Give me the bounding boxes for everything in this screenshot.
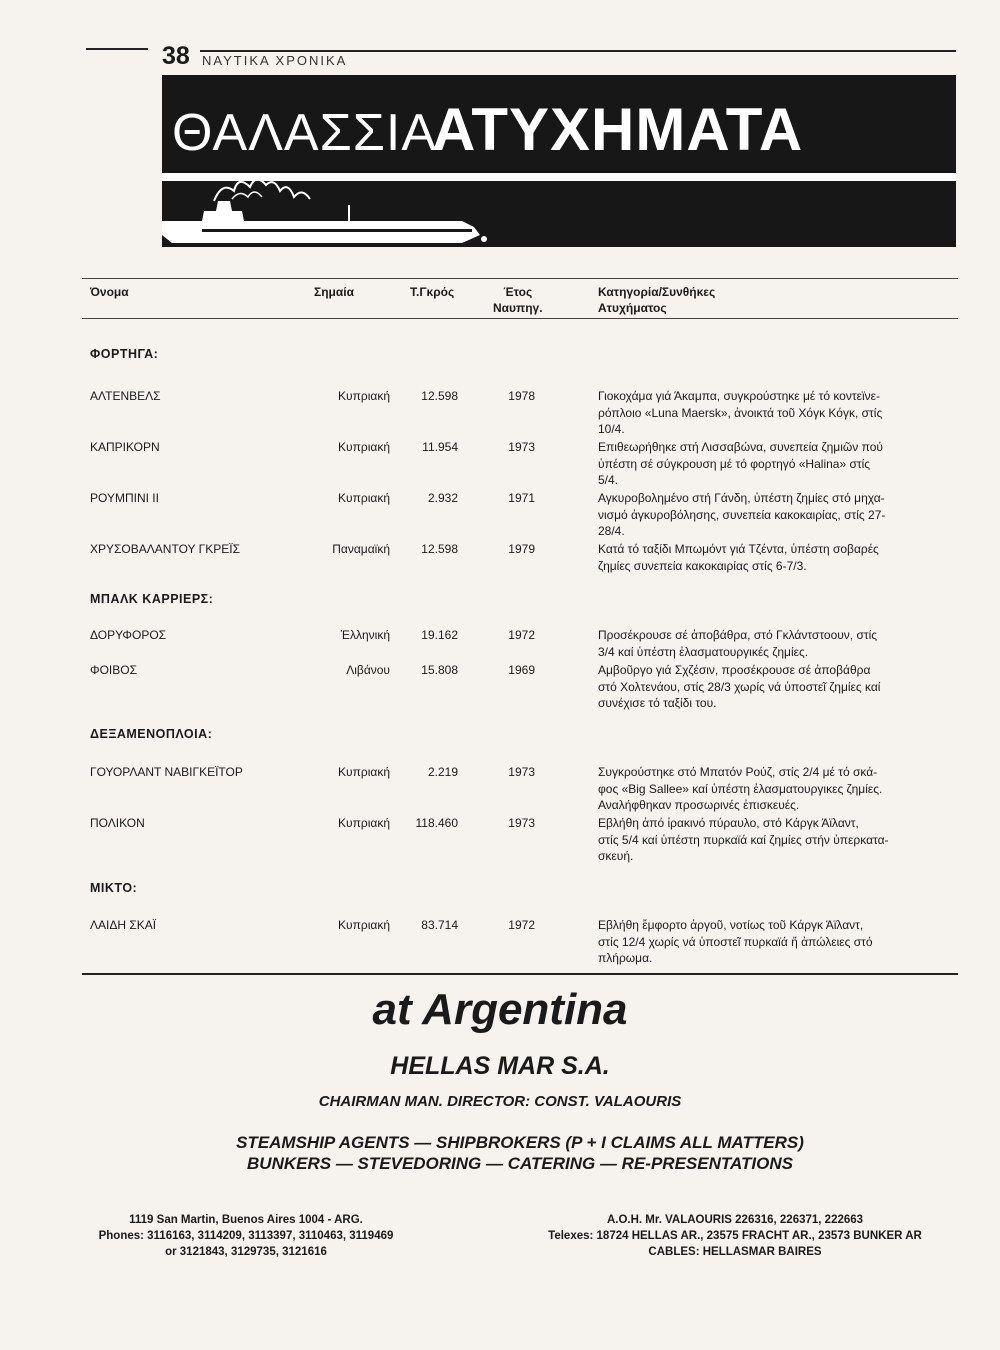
col-header-year-line1: Έτος <box>503 285 533 299</box>
vessel-flag: Κυπριακή <box>338 389 390 403</box>
vessel-gt: 83.714 <box>421 918 458 932</box>
section-label-mixed: ΜΙΚΤΟ: <box>90 881 138 895</box>
desc-line: φος «Big Sallee» καί ὑπέστη ἐλασματουργικες ζημίες. <box>598 781 883 796</box>
desc-line: Αναλήφθηκαν προσωρινές ἐπισκευές. <box>598 798 800 812</box>
running-head: ΝΑΥΤΙΚΑ ΧΡΟΝΙΚΑ <box>202 53 348 68</box>
vessel-flag: Κυπριακή <box>338 440 390 454</box>
incident-description <box>598 627 958 660</box>
vessel-year: 1978 <box>508 389 535 403</box>
vessel-year: 1973 <box>508 440 535 454</box>
desc-line: 10/4. <box>598 422 625 436</box>
vessel-flag: Κυπριακή <box>338 918 390 932</box>
desc-line: ὑπέστη σέ σύγκρουση μέ τό φορτηγό «Halina» στίς <box>598 456 871 471</box>
col-header-category-line1: Κατηγορία/Συνθήκες <box>598 285 716 299</box>
vessel-gt: 11.954 <box>422 440 458 454</box>
vessel-name: ΑΛΤΕΝΒΕΛΣ <box>90 389 161 403</box>
vessel-year: 1973 <box>508 765 535 779</box>
header-rule-right <box>200 50 956 52</box>
desc-line: Εβλήθη ἔμφορτο ἀργοῦ, νοτίως τοῦ Κάργκ Άϊλαντ, <box>598 918 864 932</box>
incident-description <box>598 490 958 540</box>
col-header-name: Όνομα <box>90 285 129 299</box>
vessel-flag: Κυπριακή <box>338 491 390 505</box>
advert-phones-2: or 3121843, 3129735, 3121616 <box>165 1246 327 1258</box>
section-label-cargo: ΦΟΡΤΗΓΑ: <box>90 347 159 361</box>
vessel-name: ΡΟΥΜΠΙΝΙ ΙΙ <box>90 491 159 505</box>
page-number: 38 <box>162 42 190 70</box>
desc-line: Αγκυροβολημένο στή Γάνδη, ὑπέστη ζημίες στό μηχα- <box>598 491 885 505</box>
title-banner <box>162 75 956 247</box>
vessel-year: 1972 <box>508 918 535 932</box>
vessel-name: ΧΡΥΣΟΒΑΛΑΝΤΟΥ ΓΚΡΕΪΣ <box>90 542 241 556</box>
vessel-gt: 12.598 <box>421 542 458 556</box>
advert-phones-1: Phones: 3116163, 3114209, 3113397, 3110463, 3119469 <box>98 1230 394 1242</box>
desc-line: Συγκρούστηκε στό Μπατόν Ρούζ, στίς 2/4 μέ τό σκά- <box>598 765 878 779</box>
vessel-flag: Κυπριακή <box>338 816 390 830</box>
banner-title-light: ΘΑΛΑΣΣΙΑ <box>172 104 438 162</box>
vessel-flag: Λιβάνου <box>346 663 390 677</box>
advert-company: HELLAS MAR S.A. <box>390 1052 610 1080</box>
desc-line: στό Χολτενάου, στίς 28/3 χωρίς νά ὑποστεῖ ζημίες καί <box>598 679 881 694</box>
desc-line: Αμβοῦργο γιά Σχζέσιν, προσέκρουσε σέ ἀποβάθρα <box>598 663 871 677</box>
advert-aoh: A.O.H. Mr. VALAOURIS 226316, 226371, 222663 <box>606 1214 864 1226</box>
incident-description <box>598 764 958 814</box>
desc-line: σκευή. <box>598 849 634 863</box>
section-label-tankers: ΔΕΞΑΜΕΝΟΠΛΟΙΑ: <box>90 727 213 741</box>
desc-line: Επιθεωρήθηκε στή Λισσαβώνα, συνεπεία ζημιῶν πού <box>598 440 883 454</box>
col-header-category <box>598 284 715 316</box>
vessel-name: ΚΑΠΡΙΚΟΡΝ <box>90 440 160 454</box>
burning-ship-icon <box>162 175 502 247</box>
col-header-year-line2: Ναυπηγ. <box>493 301 543 315</box>
advert-contact-right <box>510 1212 960 1260</box>
desc-line: συνέχισε τό ταξίδι του. <box>598 696 717 710</box>
desc-line: Κατά τό ταξίδι Μπωμόντ γιά Τζέντα, ὑπέστη σοβαρές <box>598 542 879 556</box>
desc-line: Προσέκρουσε σέ ἀποβάθρα, στό Γκλάντστοουν, στίς <box>598 628 878 642</box>
desc-line: ζημίες συνεπεία κακοκαιρίας στίς 6-7/3. <box>598 558 807 573</box>
col-header-gt: Τ.Γκρός <box>410 285 455 299</box>
desc-line: πλήρωμα. <box>598 951 653 965</box>
advert-contact-left <box>72 1212 420 1260</box>
vessel-flag: Κυπριακή <box>338 765 390 779</box>
advert-address: 1119 San Martin, Buenos Aires 1004 - ARG. <box>129 1214 363 1226</box>
table-top-rule <box>82 278 958 279</box>
incident-description <box>598 917 958 967</box>
incident-description <box>598 662 958 712</box>
desc-line: Γιοκοχάμα γιά Άκαμπα, συγκρούστηκε μέ τό κοντεϊνε- <box>598 389 880 403</box>
advert-headline: at Argentina <box>372 985 628 1034</box>
col-header-flag: Σημαία <box>314 285 354 299</box>
incident-description <box>598 388 958 438</box>
desc-line: ρόπλοιο «Luna Maersk», ἀνοικτά τοῦ Χόγκ Κόγκ, στίς <box>598 405 883 420</box>
desc-line: 5/4. <box>598 473 619 487</box>
incident-description <box>598 439 958 489</box>
vessel-name: ΓΟΥΟΡΛΑΝΤ ΝΑΒΙΓΚΕΪΤΟΡ <box>90 765 243 779</box>
advert-services: STEAMSHIP AGENTS — SHIPBROKERS (P + I CLAIMS ALL MATTERS) BUNKERS — STEVEDORING — CATERING — RE-PRESENTATIONS <box>236 1133 804 1173</box>
desc-line: 28/4. <box>598 524 625 538</box>
vessel-gt: 19.162 <box>421 628 458 642</box>
table-header-rule <box>82 318 958 319</box>
col-header-year <box>493 284 543 316</box>
desc-line: στίς 12/4 χωρίς νά ὑποστεῖ πυρκαϊά ἤ ἀπώλειες στό <box>598 934 873 949</box>
vessel-name: ΠΟΛΙΚΟΝ <box>90 816 145 830</box>
vessel-year: 1979 <box>508 542 535 556</box>
vessel-gt: 12.598 <box>421 389 458 403</box>
desc-line: Εβλήθη ἀπό ἰρακινό πύραυλο, στό Κάργκ Άϊλαντ, <box>598 816 859 830</box>
vessel-flag: Παναμαϊκή <box>332 542 390 556</box>
banner-title-bold: ΑΤΥΧΗΜΑΤΑ <box>432 96 804 163</box>
desc-line: 3/4 καί ὑπέστη ἐλασματουργικές ζημίες. <box>598 644 809 659</box>
vessel-name: ΦΟΙΒΟΣ <box>90 663 137 677</box>
section-label-bulk: ΜΠΑΛΚ ΚΑΡΡΙΕΡΣ: <box>90 592 214 606</box>
vessel-gt: 15.808 <box>421 663 458 677</box>
vessel-year: 1969 <box>508 663 535 677</box>
desc-line: νισμό ἀγκυροβόλησης, συνεπεία κακοκαιρίας, στίς 27- <box>598 507 886 522</box>
incident-description <box>598 541 958 574</box>
desc-line: στίς 5/4 καί ὑπέστη πυρκαϊά καί ζημίες στήν ὑπερκατα- <box>598 832 889 847</box>
vessel-year: 1973 <box>508 816 535 830</box>
incident-description <box>598 815 958 865</box>
vessel-gt: 118.460 <box>415 816 458 830</box>
vessel-year: 1971 <box>508 491 535 505</box>
col-header-category-line2: Ατυχήματος <box>598 301 667 315</box>
table-bottom-rule <box>82 973 958 975</box>
advert-cables: CABLES: HELLASMAR BAIRES <box>648 1246 822 1258</box>
vessel-gt: 2.932 <box>427 491 458 505</box>
vessel-name: ΔΟΡΥΦΟΡΟΣ <box>90 628 167 642</box>
advert-telexes: Telexes: 18724 HELLAS AR., 23575 FRACHT AR., 23573 BUNKER AR <box>548 1230 922 1242</box>
advert-chairman: CHAIRMAN MAN. DIRECTOR: CONST. VALAOURIS <box>318 1093 682 1110</box>
vessel-gt: 2.219 <box>427 765 458 779</box>
vessel-flag: Ἑλληνική <box>340 628 390 642</box>
vessel-year: 1972 <box>508 628 535 642</box>
vessel-name: ΛΑΙΔΗ ΣΚΑΪ <box>90 918 157 932</box>
header-rule-left <box>86 48 148 50</box>
